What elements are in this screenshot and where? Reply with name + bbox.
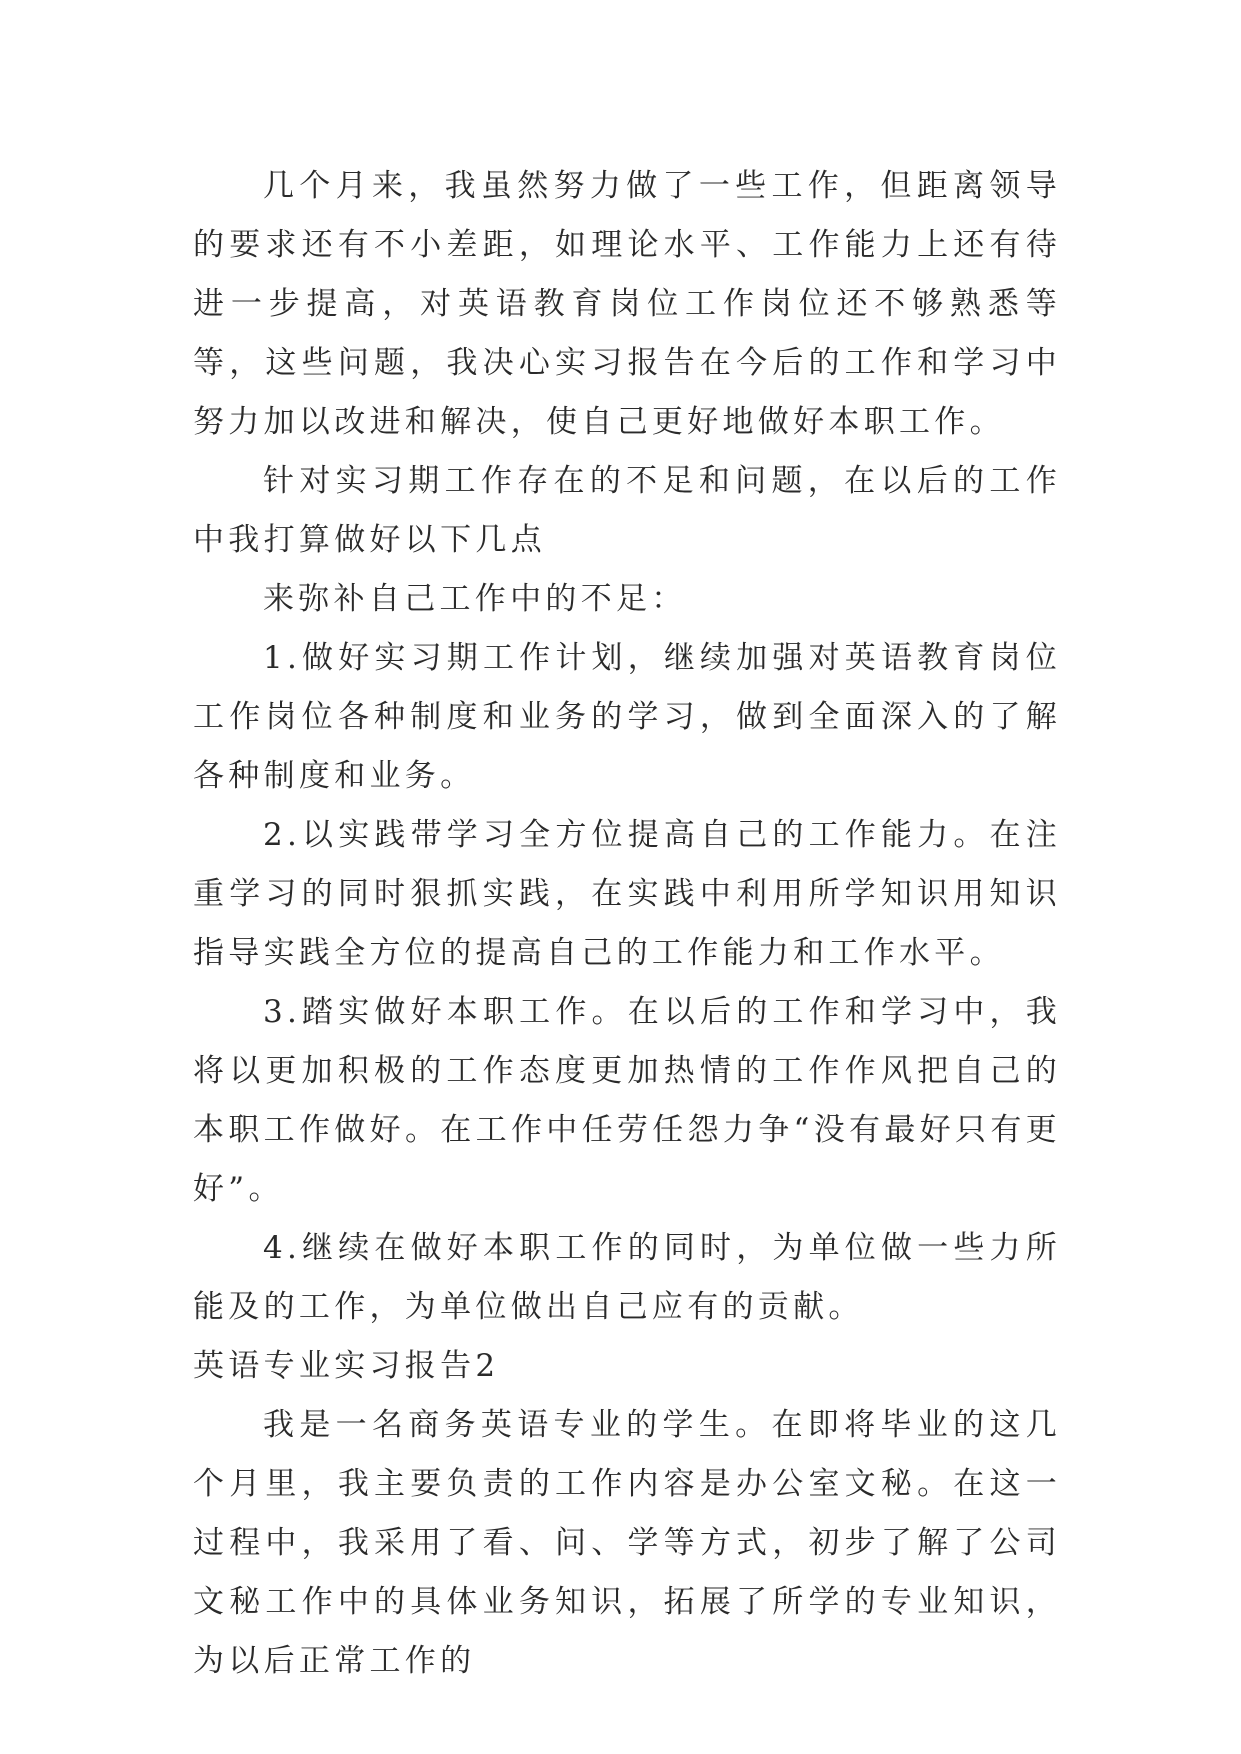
- list-item: 4.继续在做好本职工作的同时，为单位做一些力所能及的工作，为单位做出自己应有的贡献。: [193, 1230, 1061, 1325]
- list-item: 1.做好实习期工作计划，继续加强对英语教育岗位工作岗位各种制度和业务的学习，做到全面深入的了解各种制度和业务。: [193, 640, 1061, 794]
- paragraph: 几个月来，我虽然努力做了一些工作，但距离领导的要求还有不小差距，如理论水平、工作能力上还有待进一步提高，对英语教育岗位工作岗位还不够熟悉等等，这些问题，我决心实习报告在今后的工作和学习中努力加以改进和解决，使自己更好地做好本职工作。: [193, 168, 1061, 440]
- paragraph: 来弥补自己工作中的不足：: [263, 581, 687, 617]
- section-heading: 英语专业实习报告2: [193, 1348, 500, 1384]
- list-item: 2.以实践带学习全方位提高自己的工作能力。在注重学习的同时狠抓实践，在实践中利用所学知识用知识指导实践全方位的提高自己的工作能力和工作水平。: [193, 817, 1061, 971]
- paragraph: 针对实习期工作存在的不足和问题，在以后的工作中我打算做好以下几点: [193, 463, 1061, 558]
- list-item: 3.踏实做好本职工作。在以后的工作和学习中，我将以更加积极的工作态度更加热情的工作作风把自己的本职工作做好。在工作中任劳任怨力争“没有最好只有更好”。: [193, 994, 1061, 1207]
- document-body: [193, 157, 1061, 1691]
- paragraph: 我是一名商务英语专业的学生。在即将毕业的这几个月里，我主要负责的工作内容是办公室文秘。在这一过程中，我采用了看、问、学等方式，初步了解了公司文秘工作中的具体业务知识，拓展了所学的专业知识，为以后正常工作的: [193, 1407, 1061, 1679]
